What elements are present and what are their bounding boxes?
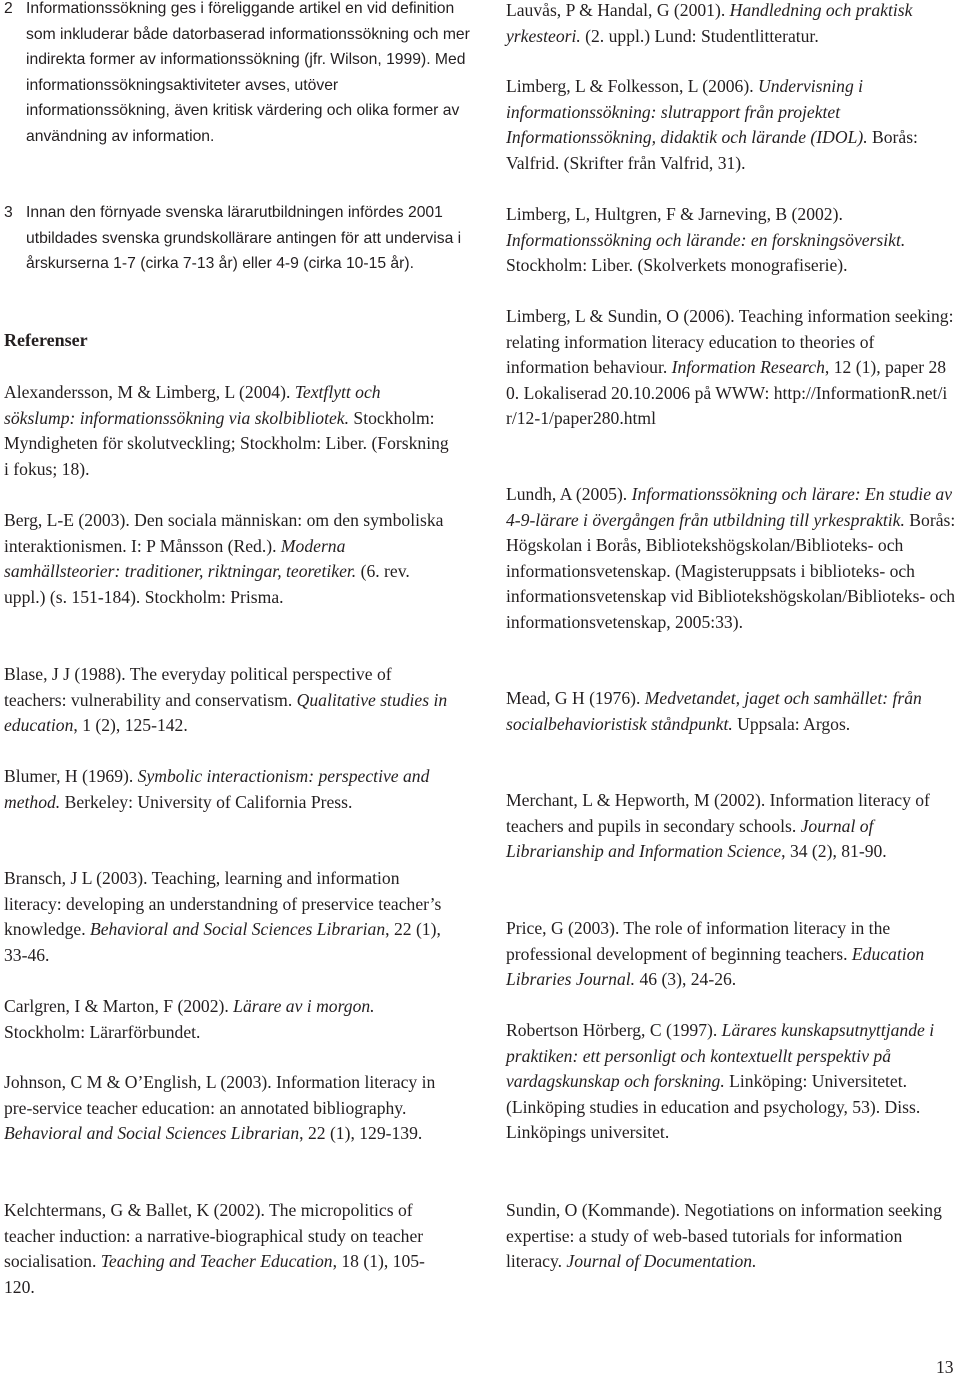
reference-entry: Lundh, A (2005). Informationssökning och lärare: En studie av 4-9-lärare i övergången från utbildning till yrkespraktik. Borås: Högskolan i Borås, Bibliotekshögskolan/Biblioteks- och informationsvetenskap. (Magisteruppsats i biblioteks- och informationsvetenskap vid Bibliotekshögskolan/Biblioteks- och informationsvetenskap, 2005:33). <box>506 484 956 632</box>
reference-entry: Price, G (2003). The role of information literacy in the professional development of beginning teachers. Education Libraries Journal. 46 (3), 24-26. <box>506 918 925 990</box>
reference-entry: Mead, G H (1976). Medvetandet, jaget och samhället: från socialbehavioristisk ståndpunkt. Uppsala: Argos. <box>506 688 922 734</box>
reference-entry: Blase, J J (1988). The everyday political perspective of teachers: vulnerability and conservatism. Qualitative studies in education, 1 (2), 125-142. <box>4 664 448 736</box>
reference-entry: Limberg, L & Folkesson, L (2006). Undervisning i informationssökning: slutrapport från projektet Informationssökning, didaktik och lärande (IDOL). Borås: Valfrid. (Skrifter från Valfrid, 31). <box>506 76 918 173</box>
page-number: 13 <box>936 1357 954 1377</box>
footnote-text: Innan den förnyade svenska lärarutbildningen infördes 2001 utbildades svenska grundskollärare antingen för att undervisa i årskurserna 1-7 (cirka 7-13 år) eller 4-9 (cirka 10-15 år). <box>26 204 462 273</box>
references-heading: Referenser <box>4 330 88 350</box>
reference-entry: Kelchtermans, G & Ballet, K (2002). The micropolitics of teacher induction: a narrative-biographical study on teacher socialisation. Teaching and Teacher Education, 18 (1), 105-120. <box>4 1200 425 1297</box>
reference-entry: Merchant, L & Hepworth, M (2002). Information literacy of teachers and pupils in secondary schools. Journal of Librarianship and Information Science, 34 (2), 81-90. <box>506 790 930 862</box>
footnote-3 <box>4 200 475 277</box>
reference-entry: Carlgren, I & Marton, F (2002). Lärare av i morgon. Stockholm: Lärarförbundet. <box>4 996 375 1042</box>
reference-entry: Alexandersson, M & Limberg, L (2004). Textflytt och sökslump: informationssökning via skolbibliotek. Stockholm: Myndigheten för skolutveckling; Stockholm: Liber. (Forskning i fokus; 18). <box>4 382 449 479</box>
reference-entry: Lauvås, P & Handal, G (2001). Handledning och praktisk yrkesteori. (2. uppl.) Lund: Studentlitteratur. <box>506 0 913 46</box>
reference-entry: Bransch, J L (2003). Teaching, learning and information literacy: developing an understandning of preservice teacher’s knowledge. Behavioral and Social Sciences Librarian, 22 (1), 33-46. <box>4 868 442 965</box>
reference-entry: Robertson Hörberg, C (1997). Lärares kunskapsutnyttjande i praktiken: ett personligt och kontextuellt perspektiv på vardagskunskap och forskning. Linköping: Universitetet. (Linköping studies in education and psychology, 53). Diss. Linköpings universitet. <box>506 1020 935 1143</box>
footnote-2 <box>4 0 475 150</box>
reference-entry: Limberg, L, Hultgren, F & Jarneving, B (2002). Informationssökning och lärande: en forskningsöversikt. Stockholm: Liber. (Skolverkets monografiserie). <box>506 204 906 276</box>
reference-entry: Blumer, H (1969). Symbolic interactionism: perspective and method. Berkeley: University of California Press. <box>4 766 430 812</box>
reference-entry: Berg, L-E (2003). Den sociala människan: om den symboliska interaktionismen. I: P Månsson (Red.). Moderna samhällsteorier: traditioner, riktningar, teoretiker. (6. rev. uppl.) (s. 151-184). Stockholm: Prisma. <box>4 510 444 607</box>
footnote-text: Informationssökning ges i föreliggande artikel en vid definition som inkluderar både datorbaserad informationssökning och mer indirekta former av informationssökning (jfr. Wilson, 1999). Med informationssökningsaktiviteter avses, utöver informationssökning, även kritisk värdering och olika former av användning av information. <box>26 0 470 145</box>
reference-entry: Johnson, C M & O’English, L (2003). Information literacy in pre-service teacher education: an annotated bibliography. Behavioral and Social Sciences Librarian, 22 (1), 129-139. <box>4 1072 436 1144</box>
reference-entry: Sundin, O (Kommande). Negotiations on information seeking expertise: a study of web-based tutorials for information literacy. Journal of Documentation. <box>506 1200 942 1272</box>
footnote-number: 3 <box>4 204 13 221</box>
reference-entry: Limberg, L & Sundin, O (2006). Teaching information seeking: relating information literacy education to theories of information behaviour. Information Research, 12 (1), paper 280. Lokaliserad 20.10.2006 på WWW: http://InformationR.net/ir/12-1/paper280.html <box>506 306 954 429</box>
footnote-number: 2 <box>4 0 13 17</box>
